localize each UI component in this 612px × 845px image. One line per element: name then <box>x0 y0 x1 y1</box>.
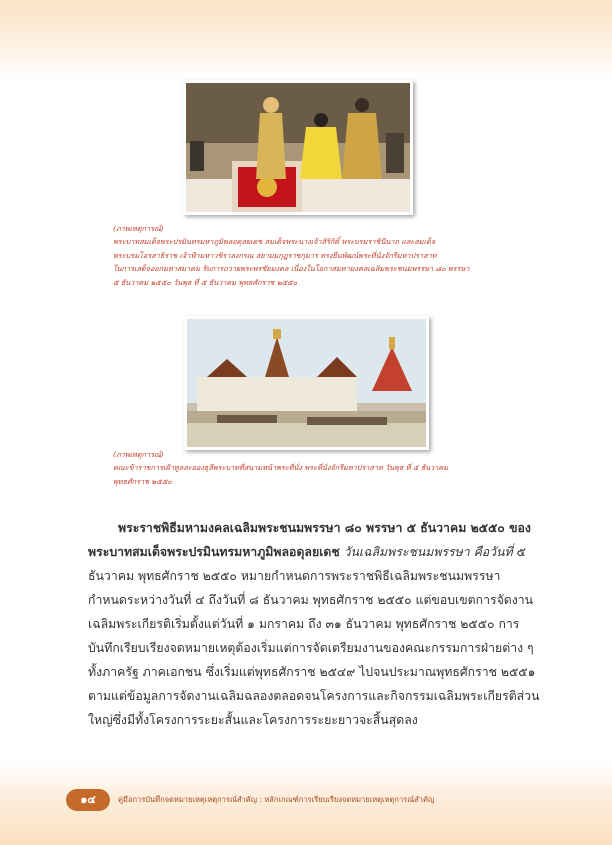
photo2-caption-text: คณะข้าราชการเฝ้าทูลละอองธุลีพระบาทที่สนามหน้าพระที่นั่ง พระที่นั่งจักรีมหาปราสาท วันพุธ ที่ ๕ ธันวาคม พุทธศักราช ๒๕๕๐ <box>113 463 449 486</box>
header-decoration <box>0 0 612 78</box>
photo1-caption-text: พระบาทสมเด็จพระปรมินทรมหาภูมิพลอดุลยเดช สมเด็จพระนางเจ้าสิริกิติ์ พระบรมราชินีนาถ และสมเด็จ พระบรมโอรสาธิราช เจ้าฟ้ามหาวชิราลงกรณ สยามมกุฎราชกุมาร ทรงยืนพัฒน์พระที่นั่งจักรีมหาปราสาท ในการเสด็จออกมหาสมาคม รับการถวายพระพรชัยมงคล เนื่องในโอกาสมหามงคลเฉลิมพระชนมพรรษา ๘๐ พรรษา ๕ ธันวาคม ๒๕๕๐ วันพุธ ที่ ๕ ธันวาคม พุทธศักราช ๒๕๕๐ <box>113 237 470 287</box>
photo2-label: (ภาพเหตุการณ์) <box>113 449 164 459</box>
photo2-caption <box>113 434 513 502</box>
paragraph-italic: วันเฉลิมพระชนมพรรษา คือวันที่ <box>343 545 513 559</box>
photo1-label: (ภาพเหตุการณ์) <box>113 223 164 233</box>
paragraph-heading: พระราชพิธีมหามงคลเฉลิมพระชนมพรรษา ๘๐ พรรษา ๕ ธันวาคม ๒๕๕๐ ของพระบาทสมเด็จพระปรมินทรมหาภูมิพลอดุลยเดช <box>88 520 531 559</box>
page-number: ๑๔ <box>66 789 110 811</box>
main-paragraph <box>88 516 540 732</box>
photo1-caption <box>113 208 513 303</box>
footer-title: คู่มือการบันทึกจดหมายเหตุเหตุการณ์สำคัญ : หลักเกณฑ์การเรียบเรียงจดหมายเหตุเหตุการณ์สำคัญ <box>118 795 435 804</box>
grand-palace-photo <box>184 316 429 450</box>
royal-balcony-photo <box>183 80 413 215</box>
paragraph-text: ๕ ธันวาคม พุทธศักราช ๒๕๕๐ หมายกำหนดการพระราชพิธีเฉลิมพระชนมพรรษา กำหนดระหว่างวันที่ ๔ ถึงวันที่ ๘ ธันวาคม พุทธศักราช ๒๕๕๐ แต่ขอบเขตการจัดงานเฉลิมพระเกียรติเริ่มตั้งแต่วันที่ ๑ มกราคม ถึง ๓๑ ธันวาคม พุทธศักราช ๒๕๕๐ การบันทึกเรียบเรียงจดหมายเหตุต้องเริ่มแต่การจัดเตรียมงานของคณะกรรมการฝ่ายต่าง ๆ ทั้งภาครัฐ ภาคเอกชน ซึ่งเริ่มแต่พุทธศักราช ๒๕๔๙ ไปจนประมาณพุทธศักราช ๒๕๕๑ ตามแต่ข้อมูลการจัดงานเฉลิมฉลองตลอดจนโครงการและกิจกรรมเฉลิมพระเกียรติส่วนใหญ่ซึ่งมีทั้งโครงการระยะสั้นและโครงการระยะยาวจะสิ้นสุดลง <box>88 545 540 727</box>
